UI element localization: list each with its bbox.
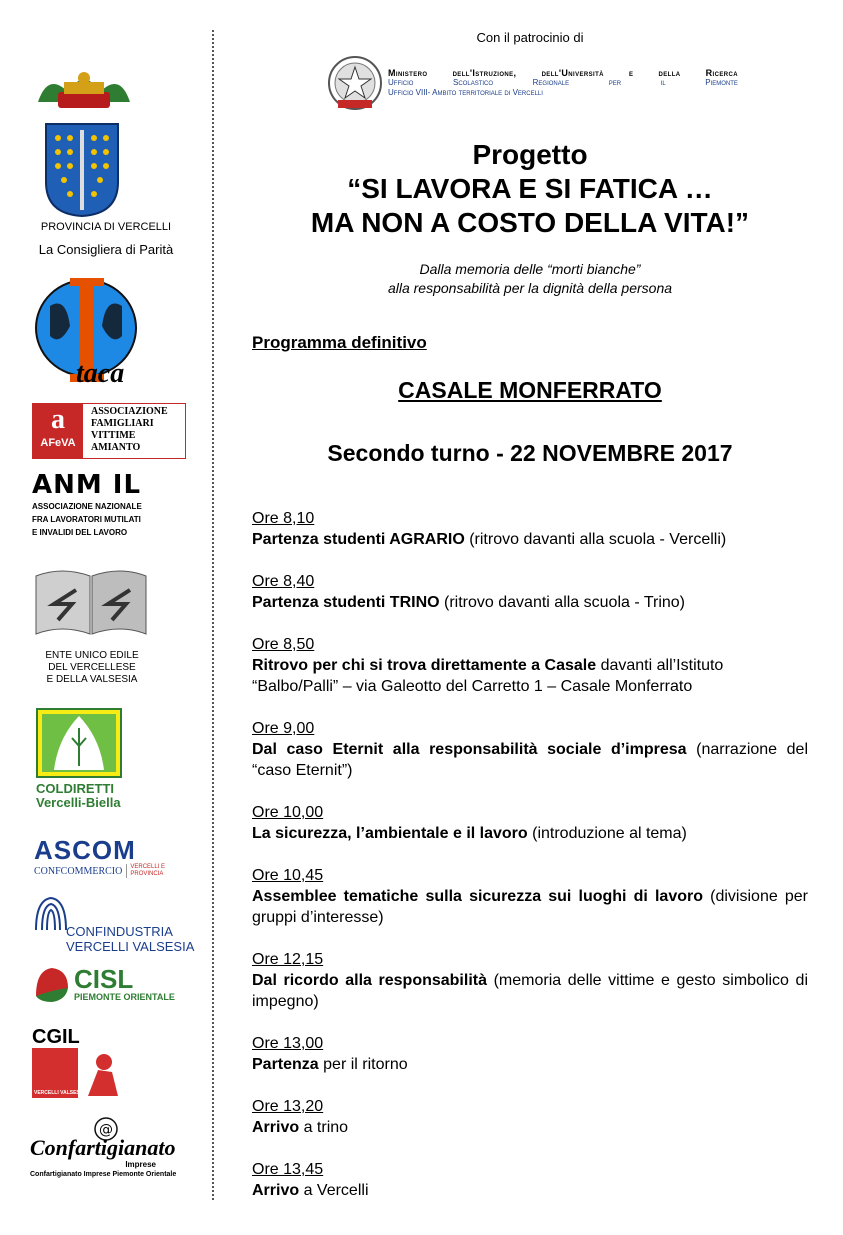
confartigianato-label: Confartigianato Imprese Confartigianato Imprese Piemonte Orientale (30, 1135, 177, 1178)
schedule-item: Ore 13,00 Partenza per il ritorno (252, 1033, 808, 1075)
confindustria-emblem-icon (34, 896, 68, 932)
confindustria-label: CONFINDUSTRIA VERCELLI VALSESIA (66, 924, 195, 954)
dotted-divider (212, 30, 214, 1200)
provincia-label: PROVINCIA DI VERCELLI (40, 221, 172, 233)
ministero-text: Ministero dell'Istruzione, dell'Università e della Ricerca Ufficio Scolastico Regionale per il Piemonte Ufficio VIII- Ambito territoriale di Vercelli (388, 68, 738, 97)
provincia-shield-icon (44, 122, 120, 218)
coldiretti-label: COLDIRETTI Vercelli-Biella (36, 781, 121, 810)
schedule-time: Ore 10,45 (252, 867, 324, 884)
project-title: Progetto “SI LAVORA E SI FATICA … MA NON A COSTO DELLA VITA!” (310, 139, 750, 238)
coldiretti-logo-icon (36, 708, 122, 778)
schedule-item: Ore 8,50 Ritrovo per chi si trova direttamente a Casale davanti all’Istituto “Balbo/Palli” – via Galeotto del Carretto 1 – Casale Monferrato (252, 634, 808, 697)
schedule-item: Ore 13,45 Arrivo a Vercelli (252, 1159, 808, 1201)
schedule-time: Ore 10,00 (252, 804, 324, 821)
svg-text:@: @ (99, 1122, 113, 1138)
programma-heading: Programma definitivo (252, 333, 427, 352)
ente-label: ENTE UNICO EDILE DEL VERCELLESE E DELLA VALSESIA (45, 650, 139, 685)
anmil-logo: ANM IL ASSOCIAZIONE NAZIONALE FRA LAVORATORI MUTILATI E INVALIDI DEL LAVORO (32, 470, 142, 537)
republic-emblem-icon (326, 54, 384, 112)
schedule-time: Ore 9,00 (252, 720, 315, 737)
schedule-list (252, 508, 808, 1222)
schedule-time: Ore 8,50 (252, 636, 315, 653)
schedule-item: Ore 13,20 Arrivo a trino (252, 1096, 808, 1138)
afeva-logo (32, 403, 186, 459)
schedule-item: Ore 8,10 Partenza studenti AGRARIO (ritrovo davanti alla scuola - Vercelli) (252, 508, 808, 550)
crown-emblem-icon (28, 62, 140, 118)
schedule-item: Ore 12,15 Dal ricordo alla responsabilità (memoria delle vittime e gesto simbolico di impegno) (252, 951, 809, 1010)
cisl-label: CISL PIEMONTE ORIENTALE (74, 964, 175, 1002)
project-subtitle: Dalla memoria delle “morti bianche” alla responsabilità per la dignità della persona (387, 261, 673, 296)
sponsor-sidebar (0, 0, 212, 1235)
schedule-time: Ore 8,40 (252, 573, 315, 590)
schedule-item: Ore 10,00 La sicurezza, l’ambientale e il lavoro (introduzione al tema) (252, 802, 808, 844)
ascom-logo: ASCOM CONFCOMMERCIO VERCELLI E PROVINCIA (34, 836, 174, 878)
afeva-text: ASSOCIAZIONE FAMIGLIARI VITTIME AMIANTO (91, 406, 168, 453)
book-logo-icon (32, 566, 150, 638)
schedule-time: Ore 12,15 (252, 951, 324, 968)
itaca-label: taca (76, 358, 125, 389)
patrocinio-label: Con il patrocinio di (476, 30, 584, 45)
consigliera-label: La Consigliera di Parità (38, 242, 174, 257)
schedule-time: Ore 13,20 (252, 1098, 324, 1115)
cgil-logo: CGIL VERCELLI VALSESIA (32, 1026, 120, 1098)
cisl-emblem-icon (32, 966, 72, 1004)
schedule-time: Ore 13,00 (252, 1035, 324, 1052)
ministero-header (326, 54, 746, 114)
schedule-item: Ore 10,45 Assemblee tematiche sulla sicurezza sui luoghi di lavoro (divisione per gruppi d’interesse) (252, 867, 809, 926)
schedule-item: Ore 9,00 Dal caso Eternit alla responsabilità sociale d’impresa (narrazione del “caso Eternit”) (252, 720, 809, 779)
schedule-item: Ore 8,40 Partenza studenti TRINO (ritrovo davanti alla scuola - Trino) (252, 571, 808, 613)
afeva-mark: a AFeVA (33, 404, 83, 458)
schedule-time: Ore 8,10 (252, 510, 315, 527)
schedule-time: Ore 13,45 (252, 1161, 324, 1178)
turno-heading: Secondo turno - 22 NOVEMBRE 2017 (327, 440, 733, 466)
city-heading: CASALE MONFERRATO (398, 377, 662, 403)
